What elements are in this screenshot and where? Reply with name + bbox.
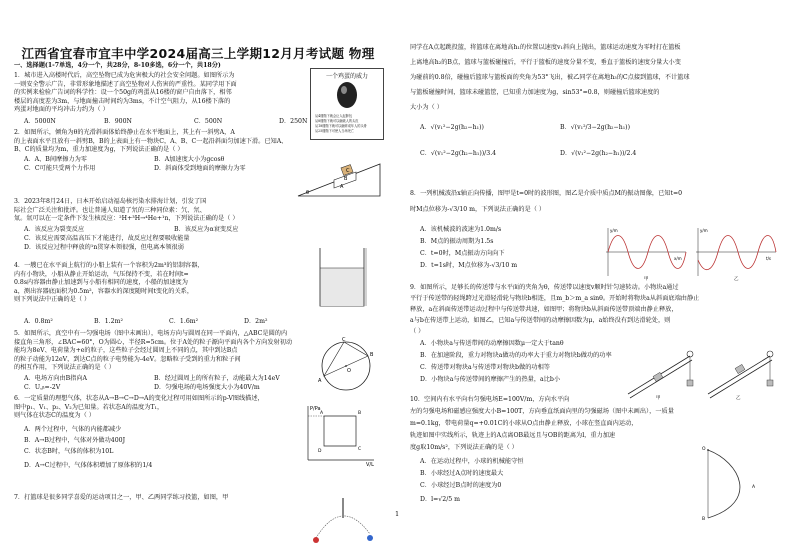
- fig9-label-b: 乙: [736, 396, 741, 400]
- svg-text:O: O: [702, 447, 706, 452]
- option-b: B．小球经过A点时的速度最大: [420, 470, 504, 477]
- question-text: 为碰前的0.8倍，碰撞后篮球与篮板面的夹角为53°飞出，被乙同学在离地h₃的C点接到篮球，不计篮球: [410, 74, 690, 81]
- option-d: D．匀强电场的电场强度大小为40V/m: [154, 384, 260, 391]
- svg-text:B: B: [344, 176, 348, 182]
- question-text: （ ）: [410, 328, 425, 335]
- option-a: A．小物块a与传送带间的动摩擦因数μ一定大于tanθ: [420, 340, 564, 347]
- question-text: 4．一艘已在水平面上航行的小船上装有一个容积为2m³的铝制容器，: [14, 262, 204, 269]
- option-a: A．该反应为裂变反应: [24, 226, 85, 233]
- question-text: 上离地高h₂的B点，篮球与篮板碰撞后，平行于篮板的速度分量不变，垂直于篮板的速度分量大小变: [410, 59, 681, 66]
- section-heading: 一、选择题(1-7单选，4分一个，共28分，8-10多选，6分一个，共18分): [14, 62, 221, 69]
- option-d: D．小物块a与传送带间的摩擦产生的热量，a比b小: [420, 376, 561, 383]
- option-a: A．两个过程中，气体的内能都减少: [24, 426, 122, 433]
- question-text: 的上表面水平且放有一斜劈B，B的上表面上有一物块C，A、B、C一起沿斜面匀加速下滑。已知A、: [14, 137, 288, 145]
- question-text: 楼层的高度差为3m，与地面撞击时间约为3ms，不计空气阻力，从16楼下落的: [14, 97, 231, 105]
- poster-title: 一个鸡蛋的威力: [325, 73, 368, 80]
- option-b: B．该反应为α衰变反应: [174, 226, 239, 233]
- question-text: 平行于传送带的轻绳跨过光滑轻滑轮与物块b相连，且m_b＞m_a sinθ。开始时将物块a从斜面底端由静止: [410, 295, 700, 302]
- option-a: A．电场方向由B指向A: [24, 375, 87, 382]
- question-text: 10．空间内有水平向右匀强电场E=100V/m，方向水平向: [410, 396, 570, 403]
- question-text: 与篮板碰撞时间，篮球未碰篮筐，已知重力加速度为g，sin53°=0.8，则碰撞后篮球速度的: [410, 89, 660, 96]
- svg-text:C: C: [346, 168, 350, 174]
- container-figure: [314, 244, 370, 310]
- option-a: A．A、B间摩擦力为零: [24, 156, 87, 163]
- wave-graph-left: [606, 228, 686, 282]
- option-c: C．t=0时，M点振动方向向下: [420, 250, 505, 257]
- svg-text:A: A: [318, 378, 322, 384]
- wave-y-label: y/m: [610, 228, 618, 233]
- option-d: D．t=1s时，M点位移为-√3/10 m: [420, 262, 518, 269]
- wave-y-label: y/m: [700, 228, 708, 233]
- question-text: 图中p₁、V₁、p₂、V₂为已知量。若状态A的温度为T₁，: [14, 403, 164, 411]
- question-text: 时M点位移为-√3/10 m，下列说法正确的是（ ）: [410, 206, 546, 213]
- question-text: m=0.1kg，带电荷量q=+0.01C的小球从O点由静止释放，小球在竖直面内运动，: [410, 420, 638, 427]
- page-title: 江西省宜春市宜丰中学2024届高三上学期12月月考试题 物理: [21, 46, 375, 61]
- left-column: [14, 0, 384, 549]
- question-text: 5．如图所示，真空中有一匀强电场（图中未画出），电场方向与圆周在同一平面内，△ABC是圆的内: [14, 330, 288, 337]
- question-text: 释放，a在斜面传送带运动过程中与传送带共速，如图甲；将物块b从斜面传送带顶端由静止释放，: [410, 306, 678, 313]
- conveyor-left: [628, 351, 693, 400]
- svg-text:A: A: [752, 485, 756, 490]
- svg-text:B: B: [702, 517, 706, 522]
- fig9-label-a: 甲: [656, 396, 661, 400]
- wave-t-label: t/s: [766, 256, 771, 261]
- wave-x-label: x/m: [674, 256, 682, 261]
- question-text: B、C的质量均为m，重力加速度为g，下列说法正确的是（ ）: [14, 146, 184, 154]
- svg-text:O: O: [347, 368, 351, 374]
- option-d: D．斜面体受到地面的摩擦力为零: [154, 165, 246, 172]
- question-text: 2．如图所示，倾角为θ的光滑斜面体始终静止在水平地面上，其上有一斜劈A，A: [14, 129, 235, 136]
- question-text: 9．如图所示，足够长的传送带与水平面的夹角为θ，传送带以速度v顺时针匀速转动。小物块a通过: [410, 284, 679, 291]
- option-d: D．该反应过程中释放的¹n贯穿本领很强，但电离本领很弱: [24, 244, 184, 251]
- question-text: a与b在传送带上运动，如图乙，已知a与传送带间的动摩擦因数为μ，a始终没有到达滑轮处，则: [410, 317, 671, 324]
- question-text: 左的匀强电场和磁感应强度大小B=100T，方向垂直纸面向里的匀强磁场（图中未画出），一质量: [410, 408, 674, 415]
- question-text: 氚。氚可以在一定条件下发生核反应：²H+³H→⁴He+¹n，下列说法正确的是（ ）: [14, 215, 239, 223]
- question-text: 0.8s内容器由静止加速到与小船有相同的速度，小船的加速度为: [14, 279, 188, 287]
- option-d: D．l=√2/5 m: [420, 496, 461, 503]
- question-text: a，测出容器底面积为0.5m²，容器水的深度随时间t变化的关系，: [14, 287, 194, 295]
- question-text: 的实例来检验广告词的科学性：设一个50g的鸡蛋从16楼的窗户自由落下，相邻: [14, 89, 232, 97]
- option-d: D．2m²: [244, 318, 268, 325]
- svg-text:A: A: [340, 184, 344, 190]
- option-c: C．500N: [194, 118, 223, 125]
- poster-line: 从25楼抛下可使人当场死亡: [315, 129, 355, 133]
- page-number: 1: [395, 510, 400, 518]
- option-b: B．经过圆周上的所有粒子，动能最大为14eV: [154, 375, 280, 382]
- question-text: 接直角三角形，∠BAC=60°，O为圆心，半径R=5cm。位于A处的粒子源向平面内各个方向发射初动: [14, 338, 293, 346]
- svg-text:B: B: [358, 411, 362, 416]
- conveyor-figures: [624, 336, 780, 400]
- option-c: C．小球经过B点时的速度为0: [420, 482, 502, 489]
- wave-fig1-label: 甲: [644, 277, 649, 282]
- question-text: 7．打篮球是很多同学喜爱的运动项目之一，甲、乙两同学练习投篮，如图，甲: [14, 494, 229, 501]
- option-d: D．A→C过程中，气体体积增加了原体积的1/4: [24, 462, 153, 469]
- poster-line: 从4楼抛下就会让人起肿包: [315, 114, 353, 118]
- option-b: B．A加速度大小为gcosθ: [154, 156, 225, 163]
- option-a: A．√(v₁²−2g(h₂−h₁)): [420, 124, 484, 131]
- question-text: 内有小物块，小船从静止开始运动，气压保持不变，若在时间t=: [14, 270, 189, 278]
- question-text: 能均为8eV、电荷量为+e的粒子，这些粒子会经过圆周上不同的点，其中到达B点: [14, 347, 238, 355]
- poster-line: 从18楼抛下就可以砸碎成年人的头骨: [315, 124, 367, 128]
- svg-text:C: C: [342, 337, 346, 343]
- svg-text:D: D: [318, 449, 322, 454]
- option-b: B．A→B过程中，气体对外做功400J: [24, 437, 126, 444]
- option-c: C．传送带对物块a与传送带对物块b做的功相等: [420, 364, 550, 371]
- question-text: 1．城市进入高楼时代后，高空坠物已成为危害极大的社会安全问题。如图所示为: [14, 72, 235, 79]
- svg-text:C: C: [358, 447, 362, 452]
- option-b: B．√(v₁²/3−2g(h₂−h₁)): [560, 124, 631, 131]
- wave-fig2-label: 乙: [734, 277, 739, 282]
- option-c: C．U꜀ᵦ=-2V: [24, 384, 61, 391]
- option-c: C．C可能只受两个力作用: [24, 165, 96, 172]
- wave-graph-right: [696, 228, 776, 282]
- option-a: A．0.8m²: [24, 318, 53, 325]
- question-text: 度g取10m/s²，下列说法正确的是（ ）: [410, 444, 518, 451]
- option-a: A．该机械波的波速为1.0m/s: [420, 226, 502, 233]
- trajectory-figure: [700, 442, 778, 524]
- incline-figure: [294, 158, 384, 200]
- pv-graph: [296, 402, 378, 468]
- question-text: 大小为（ ）: [410, 104, 443, 111]
- question-text: 轨迹如图中实线所示，轨迹上的A点离OB最远且与OB的距离为l，重力加速: [410, 432, 616, 439]
- question-text: 际社会广泛关注和批评。也让普通人知道了氘的三种同位素：氕、氘、: [14, 206, 206, 214]
- option-b: B．900N: [104, 118, 132, 125]
- svg-text:B: B: [370, 352, 374, 358]
- svg-text:P/Pa: P/Pa: [310, 406, 321, 412]
- option-c: C．该反应需要高温高压下才能进行，故反应过程要吸收能量: [24, 235, 190, 242]
- svg-text:V/L: V/L: [366, 462, 374, 468]
- question-text: 则气体在状态C的温度为（ ）: [14, 412, 95, 420]
- question-text: 8．一列机械波沿x轴正向传播，图甲是t=0时的波形图，图乙是介质中质点M的振动图像，已知t=0: [410, 190, 683, 197]
- option-b: B．M点的振动周期为1.5s: [420, 238, 494, 245]
- question-text: 6．一定质量的理想气体，状态从A→B→C→D→A的变化过程可用如图所示的p-V图线描述，: [14, 395, 264, 402]
- option-b: B．在加速阶段，重力对物块a做功的功率大于重力对物块b做功的功率: [420, 352, 612, 359]
- question-text: 的相互作用，下列说法正确的是（ ）: [14, 364, 115, 372]
- egg-icon: [311, 80, 383, 110]
- wave-figures: [600, 224, 780, 282]
- option-a: A．在运动过程中，小球的机械能守恒: [420, 458, 524, 465]
- question-text: 鸡蛋对地面的平均冲击力约为（ ）: [14, 106, 109, 114]
- circle-figure: [314, 336, 378, 396]
- poster-line: 从8楼抛下就可以砸破人的头皮: [315, 119, 359, 123]
- option-c: C．状态B时，气体的体积为10L: [24, 448, 114, 455]
- question-text: 的粒子动能为12eV，到达C点的粒子电势能为-4eV。忽略粒子受到的重力和粒子间: [14, 355, 241, 363]
- option-c: C．1.6m²: [169, 318, 199, 325]
- question-text: 则下列说法中正确的是（ ）: [14, 296, 91, 304]
- svg-text:A: A: [320, 411, 324, 416]
- question-text: 一则安全警示广告，非常形象地描述了高空坠物对人伤害的严重性。某同学用下面: [14, 80, 237, 88]
- question-text: 3．2023年8月24日，日本开始启动福岛核污染水排海计划，引发了国: [14, 198, 207, 205]
- conveyor-right: [708, 351, 773, 400]
- option-d: D．√(v₁²−2g(h₂−h₁))/2.4: [560, 150, 637, 157]
- basketball-figure: [308, 494, 382, 548]
- question-text: 同学在A点起跳投篮，将篮球在离地高h₁的位置以速度v₁斜向上抛出，篮球运动速度为零时打在篮板: [410, 44, 681, 51]
- svg-text:θ: θ: [306, 190, 310, 196]
- right-column: [410, 0, 780, 549]
- option-a: A．5000N: [24, 118, 56, 125]
- option-c: C．√(v₁²−2g(h₂−h₁))/3.4: [420, 150, 497, 157]
- option-b: B．1.2m²: [94, 318, 123, 325]
- option-d: D．250N: [279, 118, 308, 125]
